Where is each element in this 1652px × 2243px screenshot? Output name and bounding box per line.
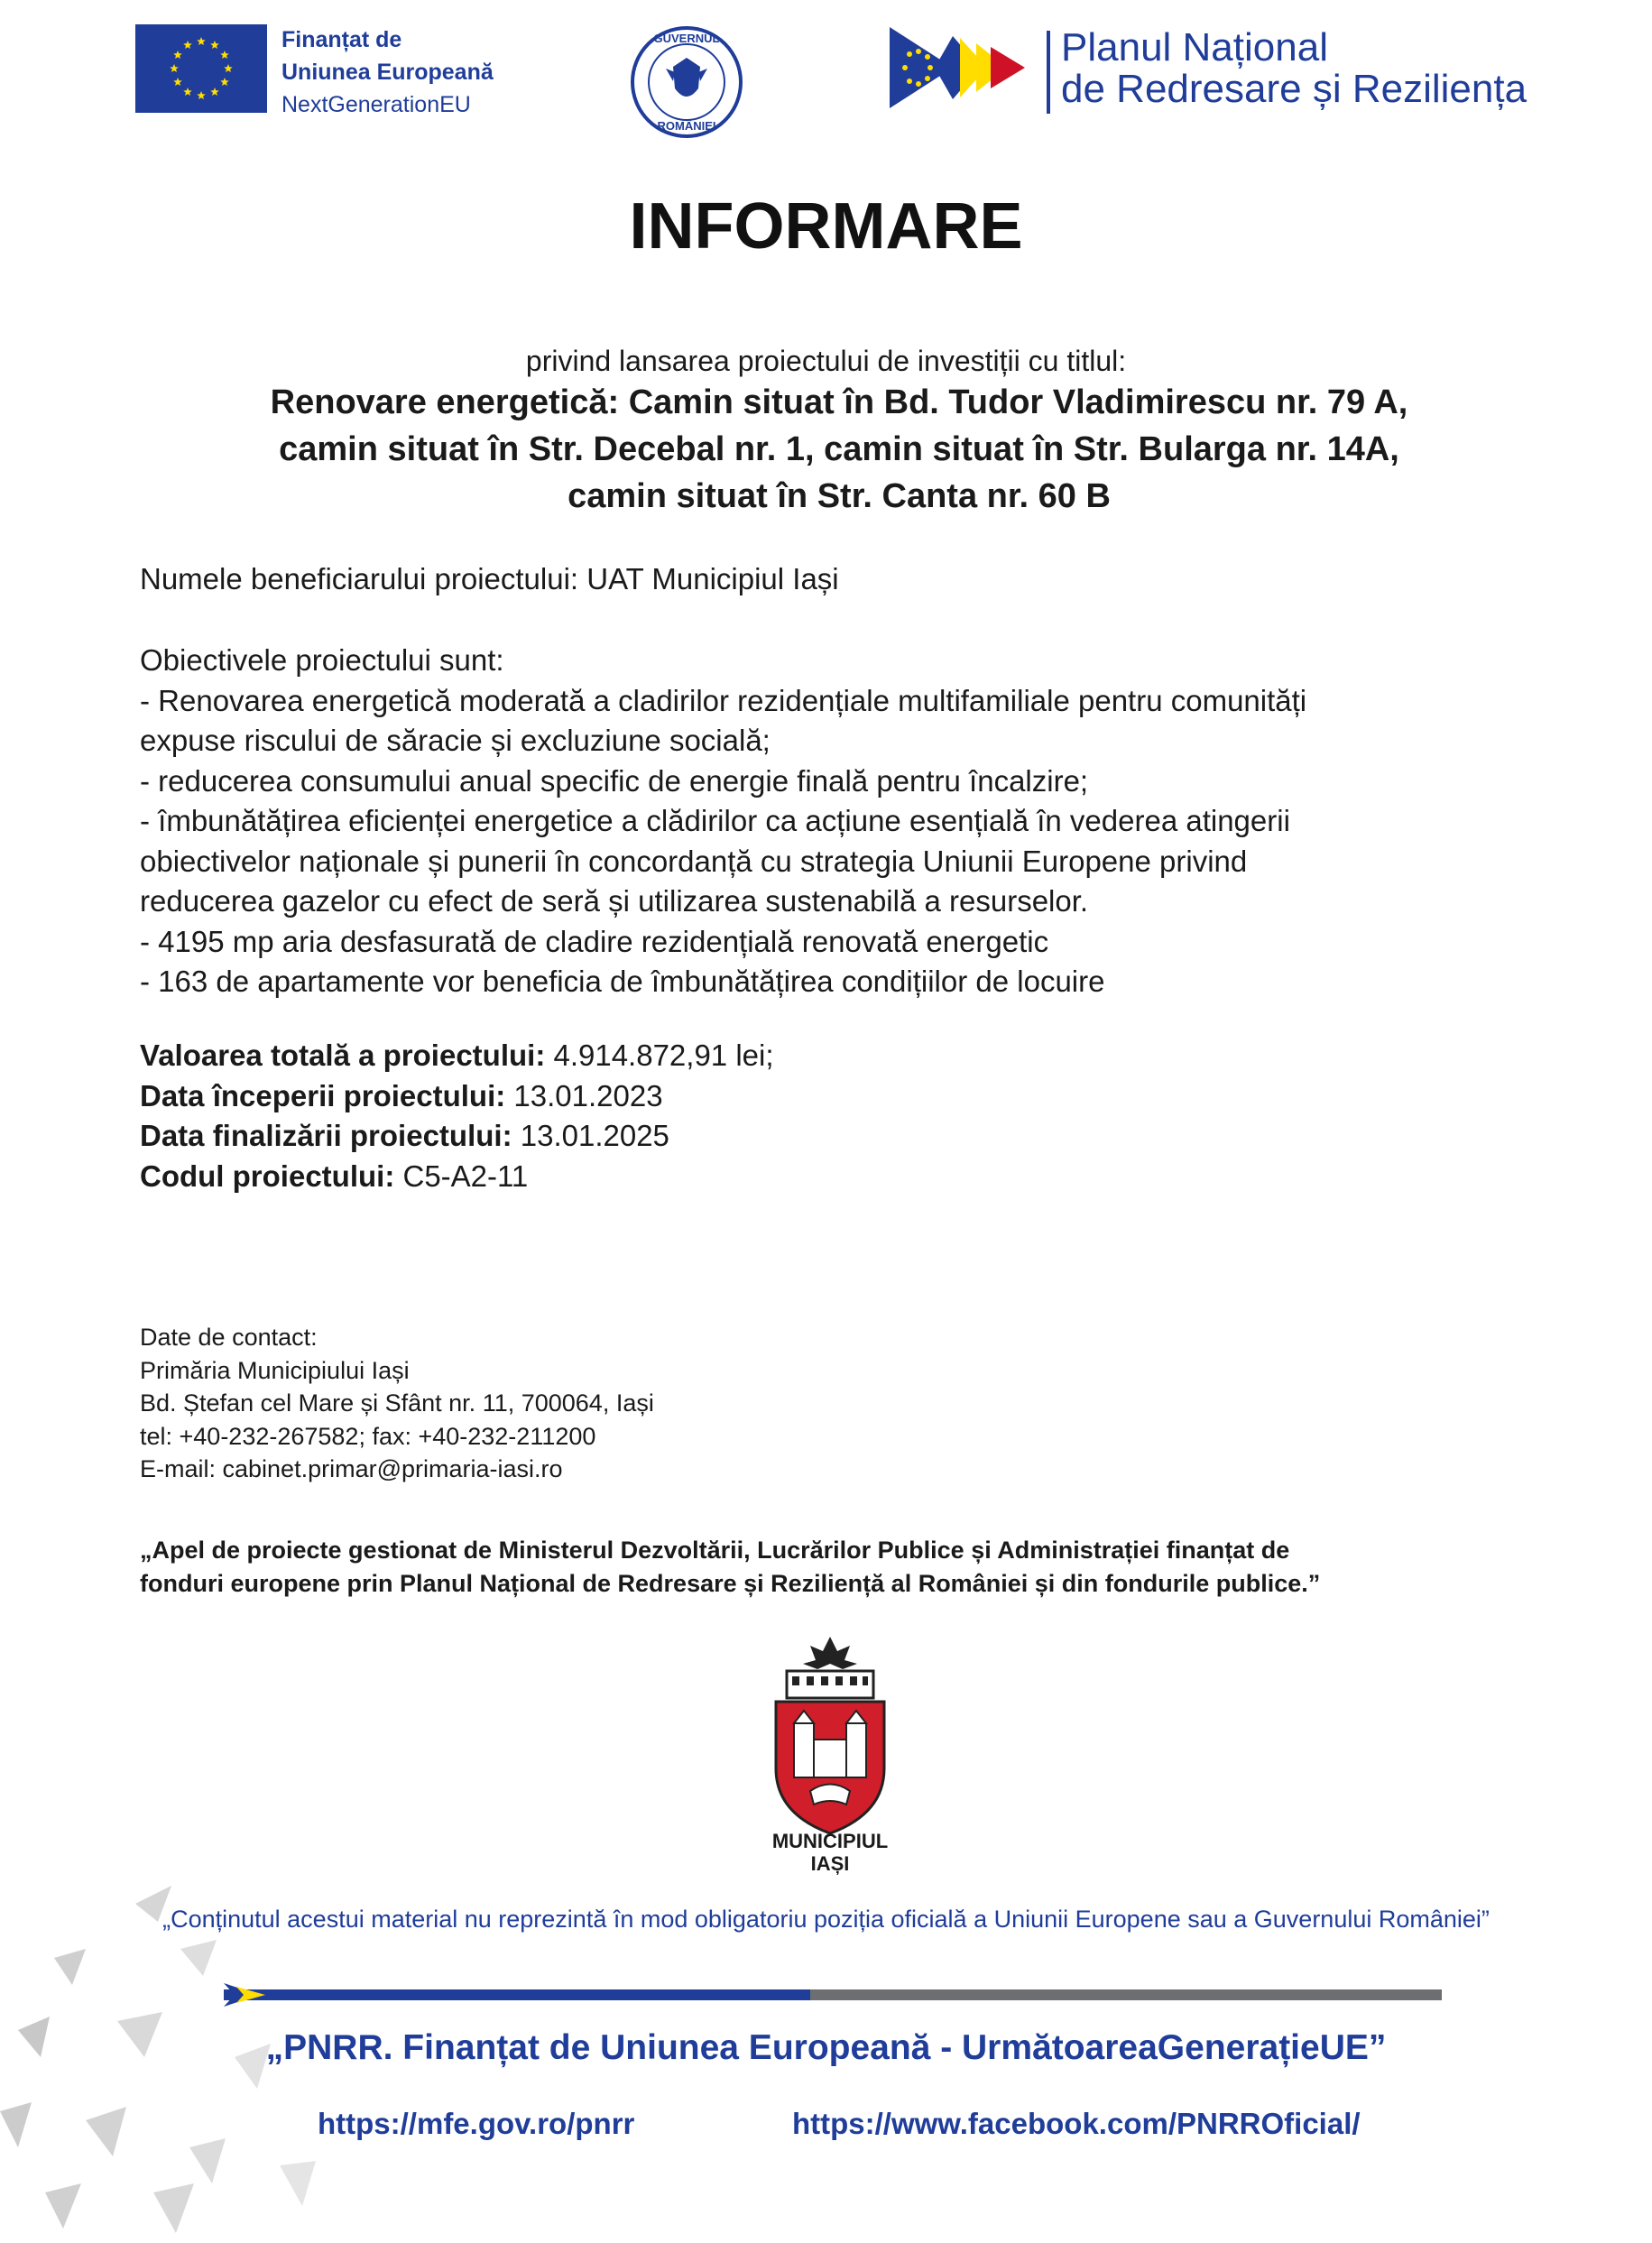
detail-start-date [140,1076,1601,1117]
funding-statement [140,1534,1583,1601]
detail-value: 13.01.2025 [512,1119,669,1152]
objective-line: obiectivelor naționale și punerii în concordanță cu strategia Uniunii Europene privind [140,844,1248,878]
seal-top-text: GUVERNUL [653,32,720,45]
mfe-link[interactable]: https://mfe.gov.ro/pnrr [318,2107,635,2140]
funding-statement-line: „Apel de proiecte gestionat de Ministerul Dezvoltării, Lucrărilor Publice și Administrației finanțat de [140,1537,1290,1564]
pnrr-line-1: Planul Național [1061,25,1328,69]
objective-line: - îmbunătățirea eficienței energetice a clădirilor ca acțiune esențială în vederea atingerii [140,804,1290,837]
beneficiary-line: Numele beneficiarului proiectului: UAT Municipiul Iași [140,562,839,595]
footer-arrow-icon [224,1983,278,2007]
objective-line: reducerea gazelor cu efect de seră și utilizarea sustenabilă a resurselor. [140,884,1089,918]
detail-project-code [140,1157,1601,1197]
disclaimer-text: „Conținutul acestui material nu reprezintă în mod obligatoriu poziția oficială a Uniunii Europene sau a Guvernului României” [162,1906,1490,1933]
contact-phone: tel: +40-232-267582; fax: +40-232-211200 [140,1422,596,1450]
detail-label: Valoarea totală a proiectului: [140,1038,546,1072]
eu-line-2: Uniunea Europeană [281,60,494,85]
intro-text: privind lansarea proiectului de investiții cu titlul: [525,345,1127,377]
objective-line: expuse riscului de săracie și excluziune socială; [140,724,771,757]
pnrr-logo-icon [890,27,1034,108]
objective-line: - reducerea consumului anual specific de energie finală pentru încalzire; [140,763,1089,798]
project-title-line: camin situat în Str. Decebal nr. 1, camin situat în Str. Bularga nr. 14A, [279,430,1399,468]
pnrr-divider [1047,31,1050,114]
contact-address: Bd. Ștefan cel Mare și Sfânt nr. 11, 700064, Iași [140,1389,654,1417]
beneficiary-text [140,559,1601,600]
facebook-link[interactable]: https://www.facebook.com/PNRROficial/ [792,2107,1361,2140]
eu-funding-label [281,23,494,121]
objective-line: - 163 de apartamente vor beneficia de îmbunătățirea condițiilor de locuire [140,965,1105,998]
detail-value: C5-A2-11 [394,1158,529,1193]
crest-label [704,1830,956,1875]
footer-bar-blue [224,1989,810,2000]
project-title-line: camin situat în Str. Canta nr. 60 B [568,477,1111,515]
government-seal-icon [630,25,743,139]
detail-end-date [140,1116,1601,1157]
iasi-crest-icon [767,1633,893,1841]
contact-block [140,1321,654,1486]
crest-label-line-1: MUNICIPIUL [771,1830,889,1852]
eu-flag-icon [135,24,267,113]
objective-line: - 4195 mp aria desfasurată de cladire rezidențială renovată energetic [140,924,1049,958]
pnrr-line-2: de Redresare și Reziliența [1061,67,1527,111]
detail-total-value [140,1036,1601,1076]
seal-bottom-text: ROMÂNIEI [657,119,716,133]
contact-heading: Date de contact: [140,1324,318,1351]
objectives-section [140,641,1601,1002]
detail-value: 4.914.872,91 lei; [545,1038,774,1072]
project-title-line: Renovare energetică: Camin situat în Bd. Tudor Vladimirescu nr. 79 A, [270,383,1408,421]
eu-line-3: NextGenerationEU [281,92,471,117]
page-title: INFORMARE [629,190,1023,263]
project-details [140,1036,1601,1196]
contact-email: E-mail: cabinet.primar@primaria-iasi.ro [140,1455,563,1482]
footer-bar-gray [810,1989,1442,2000]
contact-line: Primăria Municipiului Iași [140,1356,410,1384]
detail-value: 13.01.2023 [505,1078,663,1112]
pnrr-slogan: „PNRR. Finanțat de Uniunea Europeană - UrmătoareaGenerațieUE” [265,2028,1387,2067]
detail-label: Data începerii proiectului: [140,1078,506,1112]
objective-line: - Renovarea energetică moderată a cladirilor rezidențiale multifamiliale pentru comunități [140,683,1307,717]
objectives-heading: Obiectivele proiectului sunt: [140,643,504,677]
eu-line-1: Finanțat de [281,27,402,52]
detail-label: Codul proiectului: [140,1158,395,1193]
crest-label-line-2: IAȘI [810,1852,850,1875]
funding-statement-line: fonduri europene prin Planul Național de Redresare și Reziliență al României și din fondurile publice.” [140,1570,1321,1597]
pnrr-label [1061,27,1527,110]
project-title [144,379,1534,520]
detail-label: Data finalizării proiectului: [140,1119,512,1152]
